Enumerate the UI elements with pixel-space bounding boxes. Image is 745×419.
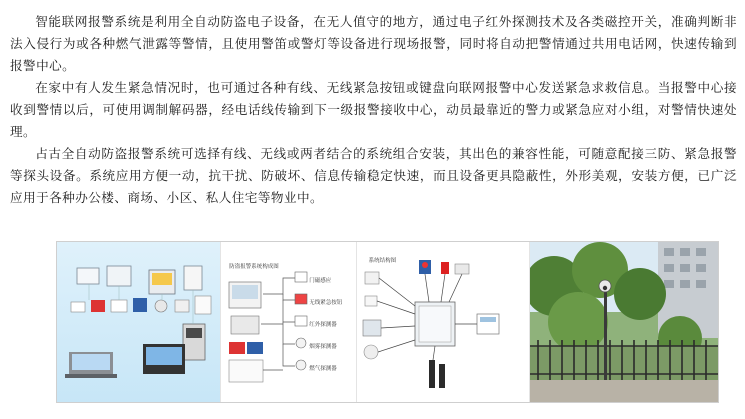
figure-strip [56,241,719,403]
device-illustration-graphic [57,242,220,402]
component-label-3: 红外探测器 [309,322,337,328]
component-diagram [220,242,355,402]
component-label-2: 无线紧急按钮 [309,300,343,306]
building-photo [529,242,718,402]
system-structure-graphic [357,242,529,402]
system-structure-diagram [356,242,529,402]
paragraph-features: 占古全自动防盗报警系统可选择有线、无线或两者结合的系统组合安装，其出色的兼容性能，可随意配接三防、紧急报警等探头设备。系统应用方便一动，抗干扰、防破坏、信息传输稳定快速，而且设备更具隐蔽性，外形美观，安装方便，已广泛应用于各种办公楼、商场、小区、私人住宅等物业中。 [10,146,737,205]
component-label-4: 烟雾探测器 [309,344,337,350]
component-diagram-header: 防盗报警系统构成图 [229,264,279,270]
device-illustration [57,242,220,402]
system-diagram-header: 系统结构图 [368,258,397,264]
component-label-1: 门磁感应 [309,278,332,284]
component-label-5: 燃气探测器 [309,366,337,372]
component-diagram-graphic [221,242,355,402]
paragraph-emergency: 在家中有人发生紧急情况时，也可通过各种有线、无线紧急按钮或键盘向联网报警中心发送紧急求救信息。当报警中心接收到警情以后，可使用调制解码器，经电话线传输到下一级报警接收中心，动员最靠近的警力或紧急应对小组，对警情快速处理。 [10,80,737,139]
building-photo-graphic [530,242,718,402]
paragraph-intro: 智能联网报警系统是利用全自动防盗电子设备，在无人值守的地方，通过电子红外探测技术及各类磁控开关，准确判断非法入侵行为或各种燃气泄露等警情，且使用警笛或警灯等设备进行现场报警，同时将自动把警情通过共用电话网，快速传输到报警中心。 [10,14,737,73]
article-text [10,11,737,209]
